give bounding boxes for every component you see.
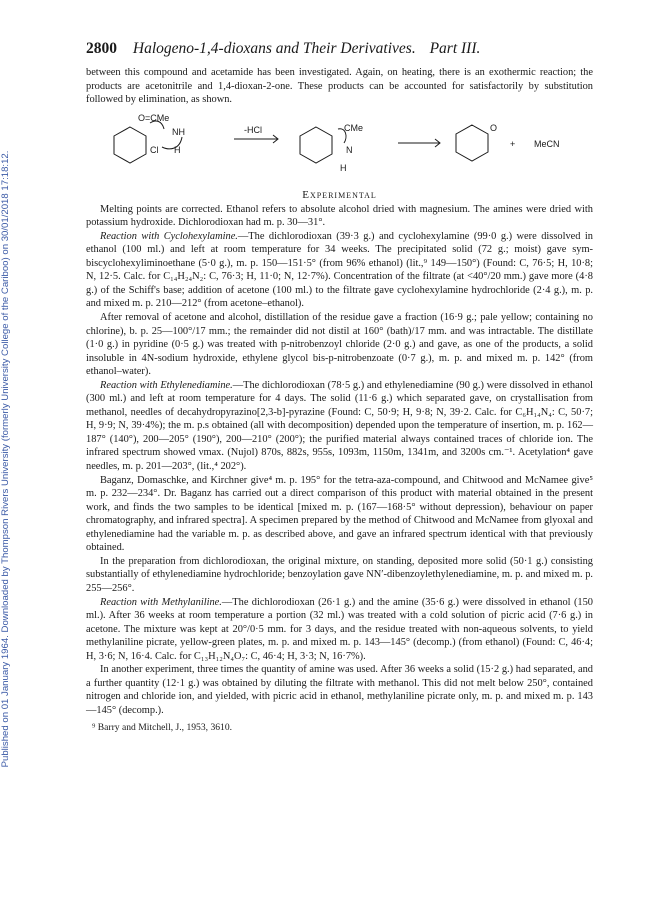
subsection-title-methylaniline: Reaction with Methylaniline.	[100, 596, 222, 608]
scheme-nh: NH	[172, 126, 185, 137]
reaction-scheme	[86, 109, 593, 187]
paragraph-cyclohexylamine	[86, 230, 593, 311]
page-body	[86, 40, 593, 734]
page-number: 2800	[86, 40, 117, 57]
scheme-n: N	[346, 144, 353, 155]
scheme-top-group: O=CMe	[138, 112, 170, 123]
running-part: Part III.	[429, 40, 481, 57]
intro-paragraph: between this compound and acetamide has been investigated. Again, on heating, there is an exothermic reaction; the products are acetonitrile and 1,4-dioxan-2-one. These products can be accounted for satisfactorily by substitution followed by elimination, as shown.	[86, 67, 593, 106]
section-heading: Experimental	[302, 188, 377, 201]
subsection-title-ethylenediamine: Reaction with Ethylenediamine.	[100, 379, 233, 391]
subsection-title-cyclohexylamine: Reaction with Cyclohexylamine.	[100, 230, 238, 242]
paragraph-ethylenediamine	[86, 379, 593, 474]
scheme-o: O	[490, 122, 498, 133]
text-methylaniline: —The dichlorodioxan (26·1 g.) and the amine (35·6 g.) were dissolved in ethanol (150 ml.). After 36 weeks at room temperature a portion (32 ml.) was treated with a cold solution of picric acid (7·6 g.) in acetone. The mixture was kept at 20°/0·5 mm. for 3 days, and the residue treated with non-aqueous solvents, to yield methylaniline picrate, yellow-green plates, m. p. and mixed m. p. 143—145° (decomp.) (from ethanol) (Found: C, 46·4; H, 3·6; N, 16·4. Calc. for C₁₃H₁₂N₄O₇: C, 46·4; H, 3·3; N, 16·7%).	[86, 596, 593, 662]
scheme-cl: Cl	[150, 144, 159, 155]
paragraph-another-experiment: In another experiment, three times the quantity of amine was used. After 36 weeks a solid (15·2 g.) had separated, and a further quantity (12·1 g.) was obtained by diluting the filtrate with methanol. This did not melt below 250°, contained nitrogen and chloride ion, and yielded, with picric acid in ethanol, methylaniline picrate only, m. p. and mixed m. p. 143—145° (decomp.).	[86, 664, 593, 716]
paragraph-distillation: After removal of acetone and alcohol, distillation of the residue gave a fraction (16·9 g.; pale yellow; containing no chlorine), b. p. 25—100°/17 mm.; the remainder did not distil at 160° (bath)/17 mm. and was intractable. The distillate (1·0 g.) in pyridine (0·5 g.) was treated with p-nitrobenzoyl chloride (2·0 g.) and gave, as one of the products, a solid insoluble in 4N-sodium hydroxide, ethylene glycol bis-p-nitrobenzoate (0·7 g.), m. p. and mixed m. p. 142° (from ethanol–water).	[86, 312, 593, 378]
scheme-cme: CMe	[344, 122, 364, 133]
side-note: Published on 01 January 1964. Downloaded by Thompson Rivers University (formerly University College of the Cariboo) on 30/01/2018 17:18:12.	[0, 150, 11, 768]
scheme-mecn: MeCN	[534, 138, 560, 149]
text-cyclohexylamine: —The dichlorodioxan (39·3 g.) and cyclohexylamine (99·0 g.) were dissolved in ethanol (100 ml.) and left at room temperature for 34 weeks. The precipitated solid (72 g.; moist) gave sym-biscyclohexyliminoethane (5·0 g.), m. p. 150—151·5° (from 96% ethanol) (lit.,⁹ 149—150°) (Found: C, 76·5; H, 10·8; N, 12·5. Calc. for C₁₄H₂₄N₂: C, 76·3; H, 11·0; N, 12·7%). Concentration of the filtrate (at <40°/20 mm.) gave more (4·8 g.) of the Schiff's base; addition of acetone (100 ml.) to the filtrate gave cyclohexylamine hydrochloride (2·4 g.), m. p. and mixed m. p. 210—212° (from acetone–ethanol).	[86, 230, 593, 310]
running-header	[86, 40, 593, 58]
text-ethylenediamine: —The dichlorodioxan (78·5 g.) and ethylenediamine (90 g.) were dissolved in ethanol (300 ml.) and left at room temperature for 4 days. The solid (11·6 g.) which separated gave, on crystallisation from methanol, needles of decahydropyrazino[2,3-b]-pyrazine (Found: C, 50·9; H, 9·8; N, 39·2. Calc. for C₆H₁₄N₄: C, 50·7; H, 9·9; N, 39·4%); the m. p.s obtained (all with decomposition) depended upon the temperature of insertion, m. p. 162—187° (140°), 200—205° (190°), 200—210° (200°); the purified material always contained traces of chloride ion. The infrared spectrum showed νmax. (Nujol) 870s, 882s, 955s, 1093m, 1150m, 1341m, and 3200s cm.⁻¹. Acetylation⁴ gave needles, m. p. 201—203°, (lit.,⁴ 202°).	[86, 379, 593, 473]
reaction-scheme-drawing	[86, 109, 593, 187]
running-title: Halogeno-1,4-dioxans and Their Derivatives.	[132, 40, 416, 57]
paragraph-general: Melting points are corrected. Ethanol refers to absolute alcohol dried with magnesium. The amines were dried with potassium hydroxide. Dichlorodioxan had m. p. 30—31°.	[86, 203, 593, 229]
paragraph-methylaniline	[86, 596, 593, 664]
paragraph-preparation: In the preparation from dichlorodioxan, the original mixture, on standing, deposited more solid (50·1 g.) consisting substantially of ethylenediamine hydrochloride; benzoylation gave NN′-dibenzoylethylenediamine, m. p. and mixed m. p. 255—256°.	[86, 555, 593, 594]
footnote: ⁹ Barry and Mitchell, J., 1953, 3610.	[92, 722, 233, 734]
paragraph-baganz: Baganz, Domaschke, and Kirchner give⁴ m. p. 195° for the tetra-aza-compound, and Chitwood and McNamee give⁵ m. p. 232—234°. Dr. Baganz has carried out a direct comparison of this product with material obtained in the present work, and finds the two samples to be identical [mixed m. p. (167—168·5° without depression), behaviour on paper chromatography, and infrared spectra]. A specimen prepared by the method of Chitwood and McNamee from glyoxal and ethylenediamine had the variable m. p. as described above, and gave an infrared spectrum identical with that previously obtained.	[86, 474, 593, 554]
scheme-plus: +	[510, 138, 516, 149]
dioxanone-ring	[456, 125, 488, 161]
dioxan-ring-2	[300, 127, 332, 163]
dioxan-ring-1	[114, 127, 146, 163]
scheme-h2: H	[340, 162, 347, 173]
scheme-h1: H	[174, 144, 181, 155]
scheme-minus-hcl: -HCl	[244, 124, 262, 135]
